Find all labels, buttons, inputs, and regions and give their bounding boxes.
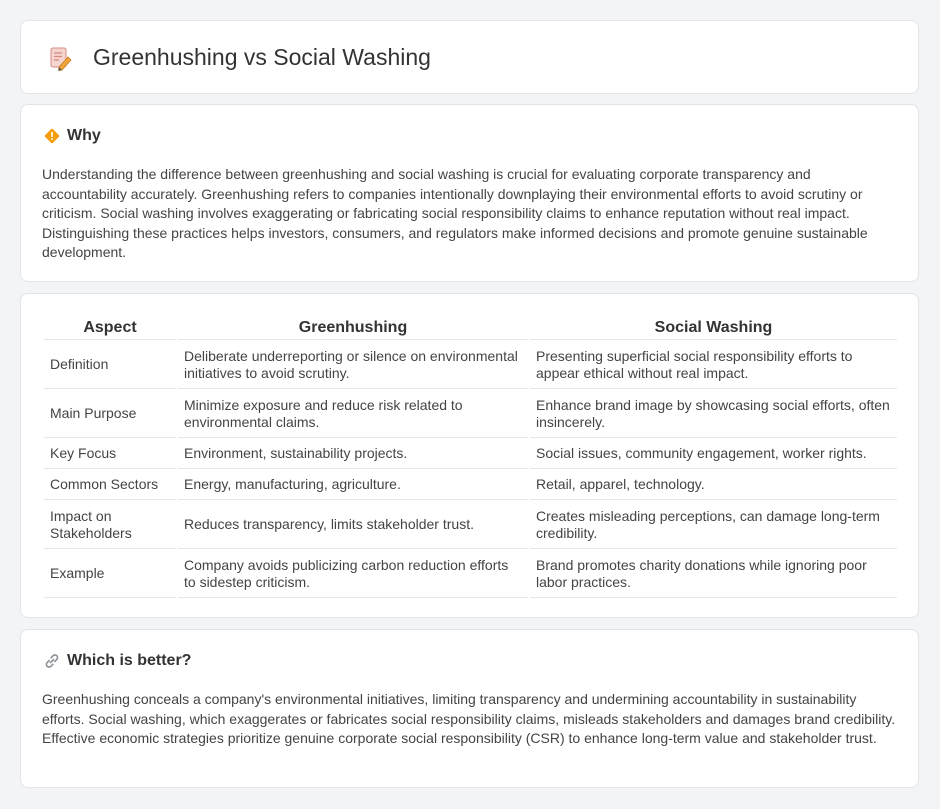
row-social-washing: Brand promotes charity donations while ignoring poor labor practices. [530,551,897,598]
table-row [44,502,897,549]
document-pencil-icon [47,45,73,71]
row-greenhushing: Company avoids publicizing carbon reduction efforts to sidestep criticism. [178,551,528,598]
why-text: Understanding the difference between greenhushing and social washing is crucial for evaluating corporate transparency and accountability accurately. Greenhushing refers to companies intentionally downplaying their environmental efforts to avoid scrutiny or criticism. Social washing involves exaggerating or fabricating social responsibility claims to enhance reputation without real impact. Distinguishing these practices helps investors, consumers, and regulators make informed decisions and promote genuine sustainable development. [42,166,868,261]
why-title: Why [67,127,101,144]
better-section [20,629,919,788]
row-aspect: Key Focus [44,440,176,469]
header-social-washing: Social Washing [530,316,897,340]
comparison-section [20,293,919,618]
table-row [44,551,897,598]
row-greenhushing: Minimize exposure and reduce risk related to environmental claims. [178,391,528,438]
row-social-washing: Enhance brand image by showcasing social efforts, often insincerely. [530,391,897,438]
row-greenhushing: Energy, manufacturing, agriculture. [178,471,528,500]
table-row [44,342,897,389]
table-row [44,471,897,500]
row-social-washing: Retail, apparel, technology. [530,471,897,500]
better-text: Greenhushing conceals a company's environmental initiatives, limiting transparency and undermining accountability in sustainability efforts. Social washing, which exaggerates or fabricates social responsibility claims, misleads stakeholders and damages brand credibility. Effective economic strategies prioritize genuine corporate social responsibility (CSR) to enhance long-term value and stakeholder trust. [42,691,896,747]
header-aspect: Aspect [44,316,176,340]
header-greenhushing: Greenhushing [178,316,528,340]
why-heading [43,127,101,145]
row-aspect: Impact on Stakeholders [44,502,176,549]
diamond-warning-icon [43,127,61,145]
table-row [44,391,897,438]
row-social-washing: Social issues, community engagement, worker rights. [530,440,897,469]
row-aspect: Main Purpose [44,391,176,438]
page-title: Greenhushing vs Social Washing [93,44,431,70]
link-icon [43,652,61,670]
row-aspect: Definition [44,342,176,389]
title-card [20,20,919,94]
comparison-table [42,314,899,600]
row-social-washing: Presenting superficial social responsibility efforts to appear ethical without real impact. [530,342,897,389]
row-greenhushing: Deliberate underreporting or silence on environmental initiatives to avoid scrutiny. [178,342,528,389]
row-social-washing: Creates misleading perceptions, can damage long-term credibility. [530,502,897,549]
row-aspect: Example [44,551,176,598]
table-row [44,440,897,469]
row-greenhushing: Environment, sustainability projects. [178,440,528,469]
better-heading [43,652,191,670]
title-row [47,44,431,71]
table-header-row [44,316,897,340]
better-title: Which is better? [67,652,192,669]
why-section [20,104,919,282]
row-aspect: Common Sectors [44,471,176,500]
row-greenhushing: Reduces transparency, limits stakeholder trust. [178,502,528,549]
